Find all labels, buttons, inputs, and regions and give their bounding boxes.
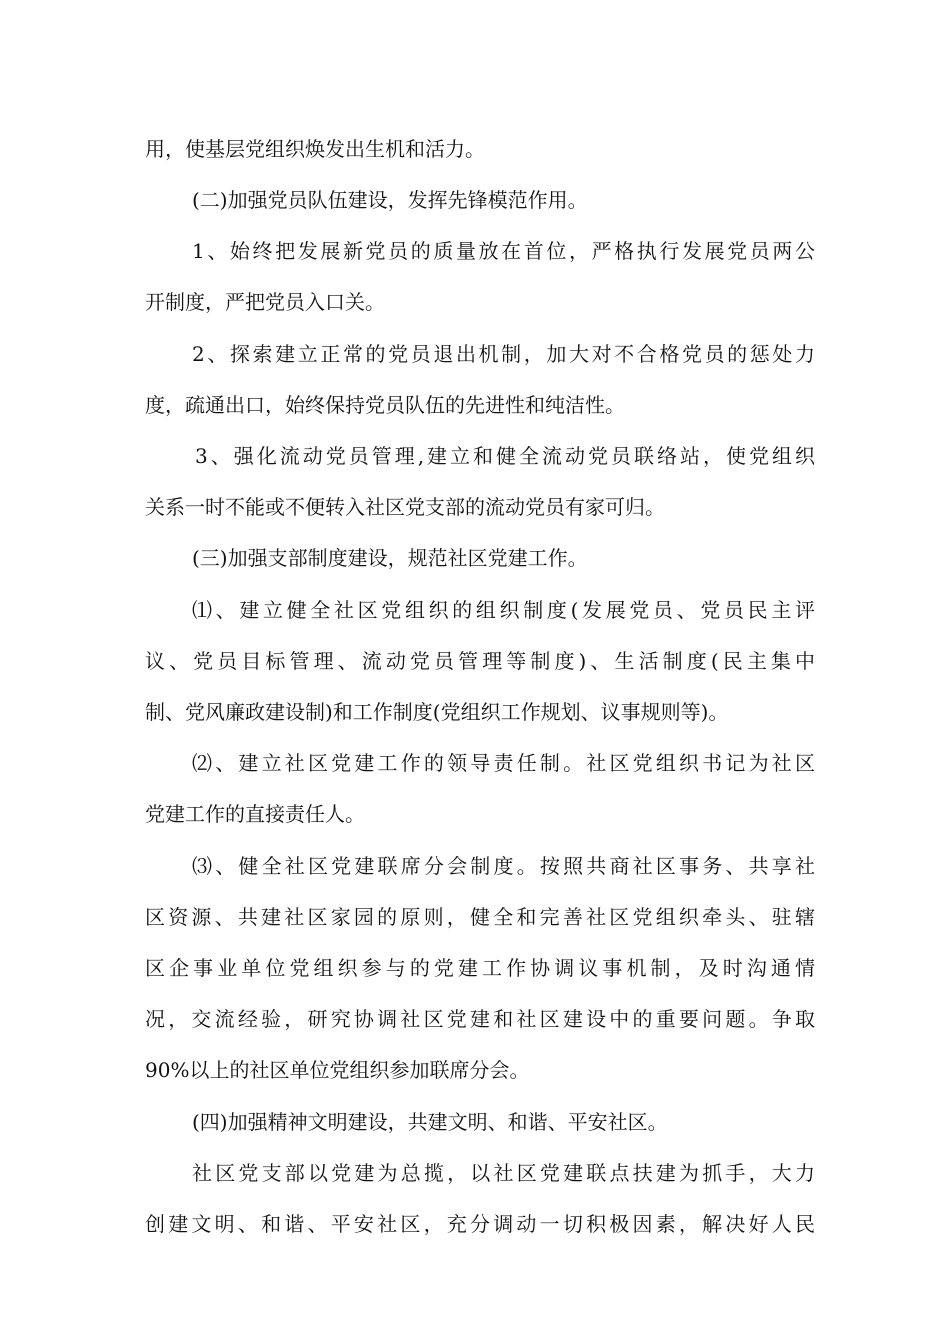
- section-heading-4: (四)加强精神文明建设，共建文明、和谐、平安社区。: [192, 1110, 668, 1134]
- paragraph-line: 社区党支部以党建为总揽，以社区党建联点扶建为抓手，大力: [192, 1161, 815, 1185]
- paragraph-line: 2、探索建立正常的党员退出机制，加大对不合格党员的惩处力: [192, 342, 815, 366]
- paragraph-line: 区资源、共建社区家园的原则，健全和完善社区党组织牵头、驻辖: [145, 905, 815, 929]
- paragraph-line: 党建工作的直接责任人。: [145, 802, 365, 826]
- paragraph-line: 90%以上的社区单位党组织参加联席分会。: [145, 1058, 530, 1082]
- paragraph-line: ⑶、健全社区党建联席分会制度。按照共商社区事务、共享社: [192, 854, 815, 878]
- section-heading-3: (三)加强支部制度建设，规范社区党建工作。: [192, 546, 588, 570]
- paragraph-line: 开制度，严把党员入口关。: [145, 290, 385, 314]
- paragraph-line: ⑴、建立健全社区党组织的组织制度(发展党员、党员民主评: [192, 598, 815, 622]
- paragraph-line: 1、始终把发展新党员的质量放在首位，严格执行发展党员两公: [192, 239, 815, 263]
- paragraph-line: 创建文明、和谐、平安社区，充分调动一切积极因素，解决好人民: [145, 1212, 815, 1236]
- paragraph-line: 用，使基层党组织焕发出生机和活力。: [145, 137, 485, 161]
- paragraph-line: 况，交流经验，研究协调社区党建和社区建设中的重要问题。争取: [145, 1007, 815, 1031]
- paragraph-line: 关系一时不能或不便转入社区党支部的流动党员有家可归。: [145, 495, 665, 519]
- paragraph-line: 度，疏通出口，始终保持党员队伍的先进性和纯洁性。: [145, 393, 625, 417]
- paragraph-line: 3、强化流动党员管理,建立和健全流动党员联络站，使党组织: [195, 444, 815, 468]
- paragraph-line: 区企事业单位党组织参与的党建工作协调议事机制，及时沟通情: [145, 956, 815, 980]
- paragraph-line: ⑵、建立社区党建工作的领导责任制。社区党组织书记为社区: [192, 751, 815, 775]
- paragraph-line: 制、党风廉政建设制)和工作制度(党组织工作规划、议事规则等)。: [145, 700, 729, 724]
- section-heading-2: (二)加强党员队伍建设，发挥先锋模范作用。: [192, 188, 588, 212]
- paragraph-line: 议、党员目标管理、流动党员管理等制度)、生活制度(民主集中: [145, 649, 815, 673]
